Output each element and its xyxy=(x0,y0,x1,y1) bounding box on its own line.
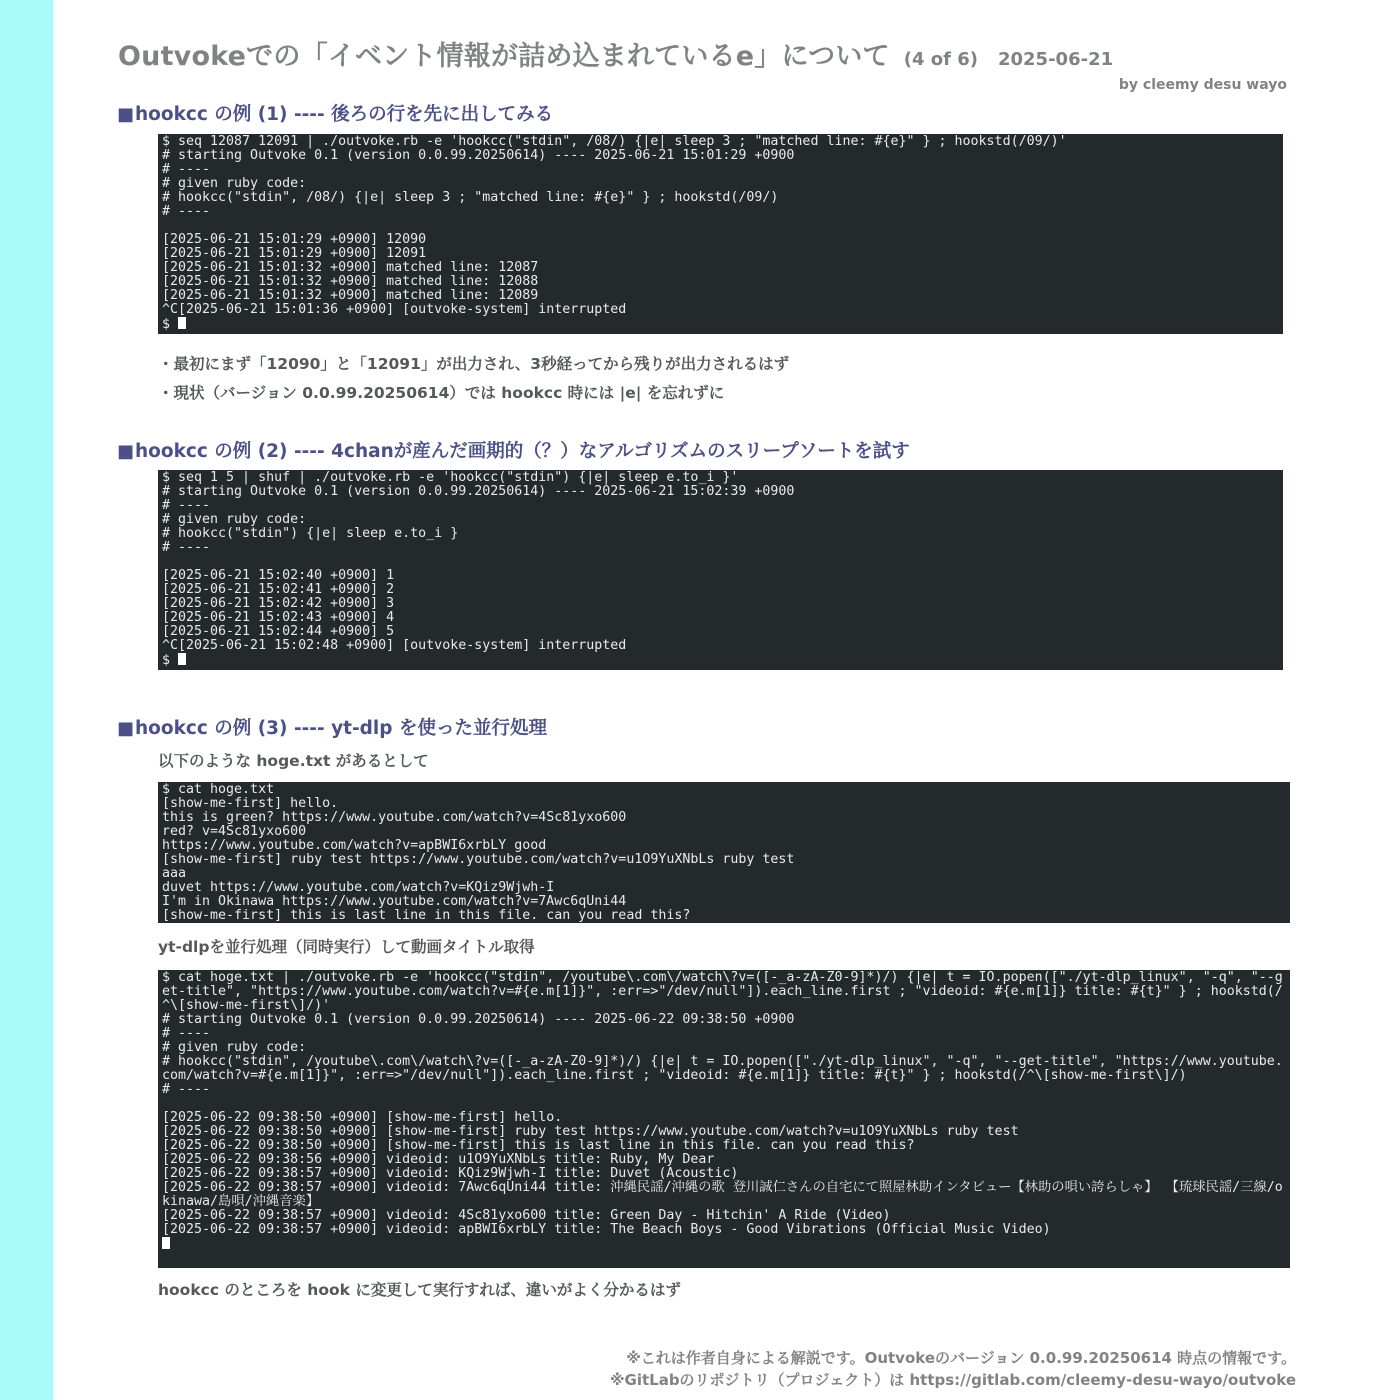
terminal-line: [2025-06-22 09:38:57 +0900] videoid: apBWI6xrbLY title: The Beach Boys - Good Vibrations (Official Music Video) xyxy=(162,1222,1051,1237)
terminal-line: # given ruby code: xyxy=(162,1040,307,1055)
terminal-line: https://www.youtube.com/watch?v=apBWI6xrbLY good xyxy=(162,838,547,853)
terminal-line: # ---- xyxy=(162,540,211,555)
square-bullet-icon: ■ xyxy=(117,718,135,739)
square-bullet-icon: ■ xyxy=(117,104,135,125)
terminal-line: [2025-06-22 09:38:56 +0900] videoid: u1O9YuXNbLs title: Ruby, My Dear xyxy=(162,1152,715,1167)
terminal-line: ^C[2025-06-21 15:02:48 +0900] [outvoke-system] interrupted xyxy=(162,638,627,653)
terminal-line: # ---- xyxy=(162,498,211,513)
cursor-block-icon xyxy=(178,317,186,329)
section-heading-3-text: hookcc の例 (3) ---- yt-dlp を使った並行処理 xyxy=(135,718,547,739)
terminal-line: [2025-06-22 09:38:50 +0900] [show-me-first] ruby test https://www.youtube.com/watch?v=u1O9YuXNbLs ruby test xyxy=(162,1124,1019,1139)
terminal-line: [2025-06-22 09:38:57 +0900] videoid: 4Sc81yxo600 title: Green Day - Hitchin' A Ride (Video) xyxy=(162,1208,891,1223)
terminal-line: aaa xyxy=(162,866,187,881)
left-accent-bar xyxy=(0,0,53,1400)
terminal-line: [2025-06-22 09:38:57 +0900] videoid: 7Awc6qUni44 title: 沖縄民謡/沖縄の歌 登川誠仁さんの自宅にて照屋林助インタビュー【林助の唄い誇らしゃ】 【琉球民謡/三線/okinawa/島唄/沖縄音楽】 xyxy=(162,1180,1283,1209)
terminal-line: [show-me-first] hello. xyxy=(162,796,339,811)
terminal-line: [2025-06-21 15:02:44 +0900] 5 xyxy=(162,624,395,639)
terminal-output-1 xyxy=(158,134,1283,334)
terminal-output-3 xyxy=(158,970,1290,1268)
terminal-line: # starting Outvoke 0.1 (version 0.0.99.20250614) ---- 2025-06-21 15:02:39 +0900 xyxy=(162,484,795,499)
terminal-line: # given ruby code: xyxy=(162,512,307,527)
prompt-text: $ xyxy=(162,317,179,332)
terminal-line: [2025-06-22 09:38:57 +0900] videoid: KQiz9Wjwh-I title: Duvet (Acoustic) xyxy=(162,1166,739,1181)
terminal-line: [2025-06-22 09:38:50 +0900] [show-me-first] hello. xyxy=(162,1110,563,1125)
terminal-line: red? v=4Sc81yxo600 xyxy=(162,824,307,839)
terminal-line xyxy=(162,1097,1286,1111)
terminal-line: [2025-06-21 15:02:40 +0900] 1 xyxy=(162,568,395,583)
terminal-line: [2025-06-21 15:02:43 +0900] 4 xyxy=(162,610,395,625)
terminal-line: # ---- xyxy=(162,1026,211,1041)
title-meta xyxy=(904,49,1113,70)
prompt-text: $ xyxy=(162,653,179,668)
square-bullet-icon: ■ xyxy=(117,441,135,462)
terminal-prompt-line xyxy=(162,653,1279,668)
terminal-line: [2025-06-21 15:02:41 +0900] 2 xyxy=(162,582,395,597)
section-heading-1 xyxy=(117,100,553,126)
section-heading-3 xyxy=(117,714,547,740)
terminal-line: # ---- xyxy=(162,1082,211,1097)
section-heading-2 xyxy=(117,437,910,463)
bullet-note-2: ・現状（バージョン 0.0.99.20250614）では hookcc 時には |e| を忘れずに xyxy=(158,384,725,402)
section3-outro: hookcc のところを hook に変更して実行すれば、違いがよく分かるはず xyxy=(158,1281,681,1299)
terminal-output-2 xyxy=(158,470,1283,670)
terminal-line: # hookcc("stdin", /youtube\.com\/watch\?v=([-_a-zA-Z0-9]*)/) {|e| t = IO.popen(["./yt-dlp_linux", "-q", "--get-title", "https://www.youtube.com/watch?v=#{e.m[1]}", :err=>"/dev/null"]).each_line.first ; "videoid: #{e.m[1]} title: #{t}" } ; hookstd(/^\[show-me-first\]/) xyxy=(162,1054,1283,1083)
cursor-block-icon xyxy=(178,653,186,665)
terminal-line: # ---- xyxy=(162,204,211,219)
terminal-prompt-line xyxy=(162,1237,1286,1252)
terminal-line: # hookcc("stdin") {|e| sleep e.to_i } xyxy=(162,526,459,541)
terminal-line: this is green? https://www.youtube.com/watch?v=4Sc81yxo600 xyxy=(162,810,627,825)
terminal-prompt-line xyxy=(162,317,1279,332)
section3-intro: 以下のような hoge.txt があるとして xyxy=(158,752,429,770)
byline: by cleemy desu wayo xyxy=(1118,77,1287,93)
section3-middle: yt-dlpを並行処理（同時実行）して動画タイトル取得 xyxy=(158,938,535,956)
terminal-line: $ seq 1 5 | shuf | ./outvoke.rb -e 'hookcc("stdin") {|e| sleep e.to_i }' xyxy=(162,470,739,485)
section-heading-1-text: hookcc の例 (1) ---- 後ろの行を先に出してみる xyxy=(135,104,554,125)
section-heading-2-text: hookcc の例 (2) ---- 4chanが産んだ画期的（？）なアルゴリズムのスリープソートを試す xyxy=(135,441,910,462)
terminal-line: $ cat hoge.txt | ./outvoke.rb -e 'hookcc("stdin", /youtube\.com\/watch\?v=([-_a-zA-Z0-9]*)/) {|e| t = IO.popen(["./yt-dlp_linux", "-q", "--get-title", "https://www.youtube.com/watch?v=#{e.m[1]}", :err=>"/dev/null"]).each_line.first ; "videoid: #{e.m[1]} title: #{t}" } ; hookstd(/^\[show-me-first\]/)' xyxy=(162,970,1283,1013)
terminal-line: [2025-06-22 09:38:50 +0900] [show-me-first] this is last line in this file. can you read this? xyxy=(162,1138,915,1153)
terminal-line: ^C[2025-06-21 15:01:36 +0900] [outvoke-system] interrupted xyxy=(162,302,627,317)
terminal-line xyxy=(162,555,1279,569)
page-title xyxy=(118,34,1378,73)
terminal-line: # hookcc("stdin", /08/) {|e| sleep 3 ; "matched line: #{e}" } ; hookstd(/09/) xyxy=(162,190,779,205)
title-text: Outvokeでの「イベント情報が詰め込まれているe」について xyxy=(118,41,890,72)
terminal-line: [2025-06-21 15:01:32 +0900] matched line: 12089 xyxy=(162,288,539,303)
terminal-line: I'm in Okinawa https://www.youtube.com/watch?v=7Awc6qUni44 xyxy=(162,894,627,909)
page-date: 2025-06-21 xyxy=(997,49,1114,70)
terminal-line: $ seq 12087 12091 | ./outvoke.rb -e 'hookcc("stdin", /08/) {|e| sleep 3 ; "matched line: #{e}" } ; hookstd(/09/)' xyxy=(162,134,1067,149)
terminal-line: $ cat hoge.txt xyxy=(162,782,275,797)
footer-note-1: ※これは作者自身による解説です。Outvokeのバージョン 0.0.99.20250614 時点の情報です。 xyxy=(626,1349,1296,1367)
terminal-line xyxy=(162,219,1279,233)
terminal-hoge-file xyxy=(158,782,1290,923)
terminal-line: [2025-06-21 15:01:29 +0900] 12091 xyxy=(162,246,427,261)
page-counter: (4 of 6) xyxy=(903,49,978,70)
terminal-line: # given ruby code: xyxy=(162,176,307,191)
terminal-line: [2025-06-21 15:01:32 +0900] matched line: 12088 xyxy=(162,274,539,289)
terminal-line: [2025-06-21 15:01:29 +0900] 12090 xyxy=(162,232,427,247)
terminal-line: # starting Outvoke 0.1 (version 0.0.99.20250614) ---- 2025-06-22 09:38:50 +0900 xyxy=(162,1012,795,1027)
terminal-line: [2025-06-21 15:01:32 +0900] matched line: 12087 xyxy=(162,260,539,275)
terminal-line: # ---- xyxy=(162,162,211,177)
terminal-line: [2025-06-21 15:02:42 +0900] 3 xyxy=(162,596,395,611)
cursor-block-icon xyxy=(162,1237,170,1249)
terminal-line: # starting Outvoke 0.1 (version 0.0.99.20250614) ---- 2025-06-21 15:01:29 +0900 xyxy=(162,148,795,163)
bullet-note-1: ・最初にまず「12090」と「12091」が出力され、3秒経ってから残りが出力されるはず xyxy=(158,355,790,373)
terminal-line: duvet https://www.youtube.com/watch?v=KQiz9Wjwh-I xyxy=(162,880,555,895)
footer-note-2: ※GitLabのリポジトリ（プロジェクト）は https://gitlab.com/cleemy-desu-wayo/outvoke xyxy=(609,1371,1296,1389)
terminal-line: [show-me-first] ruby test https://www.youtube.com/watch?v=u1O9YuXNbLs ruby test xyxy=(162,852,795,867)
terminal-line: [show-me-first] this is last line in this file. can you read this? xyxy=(162,908,691,923)
